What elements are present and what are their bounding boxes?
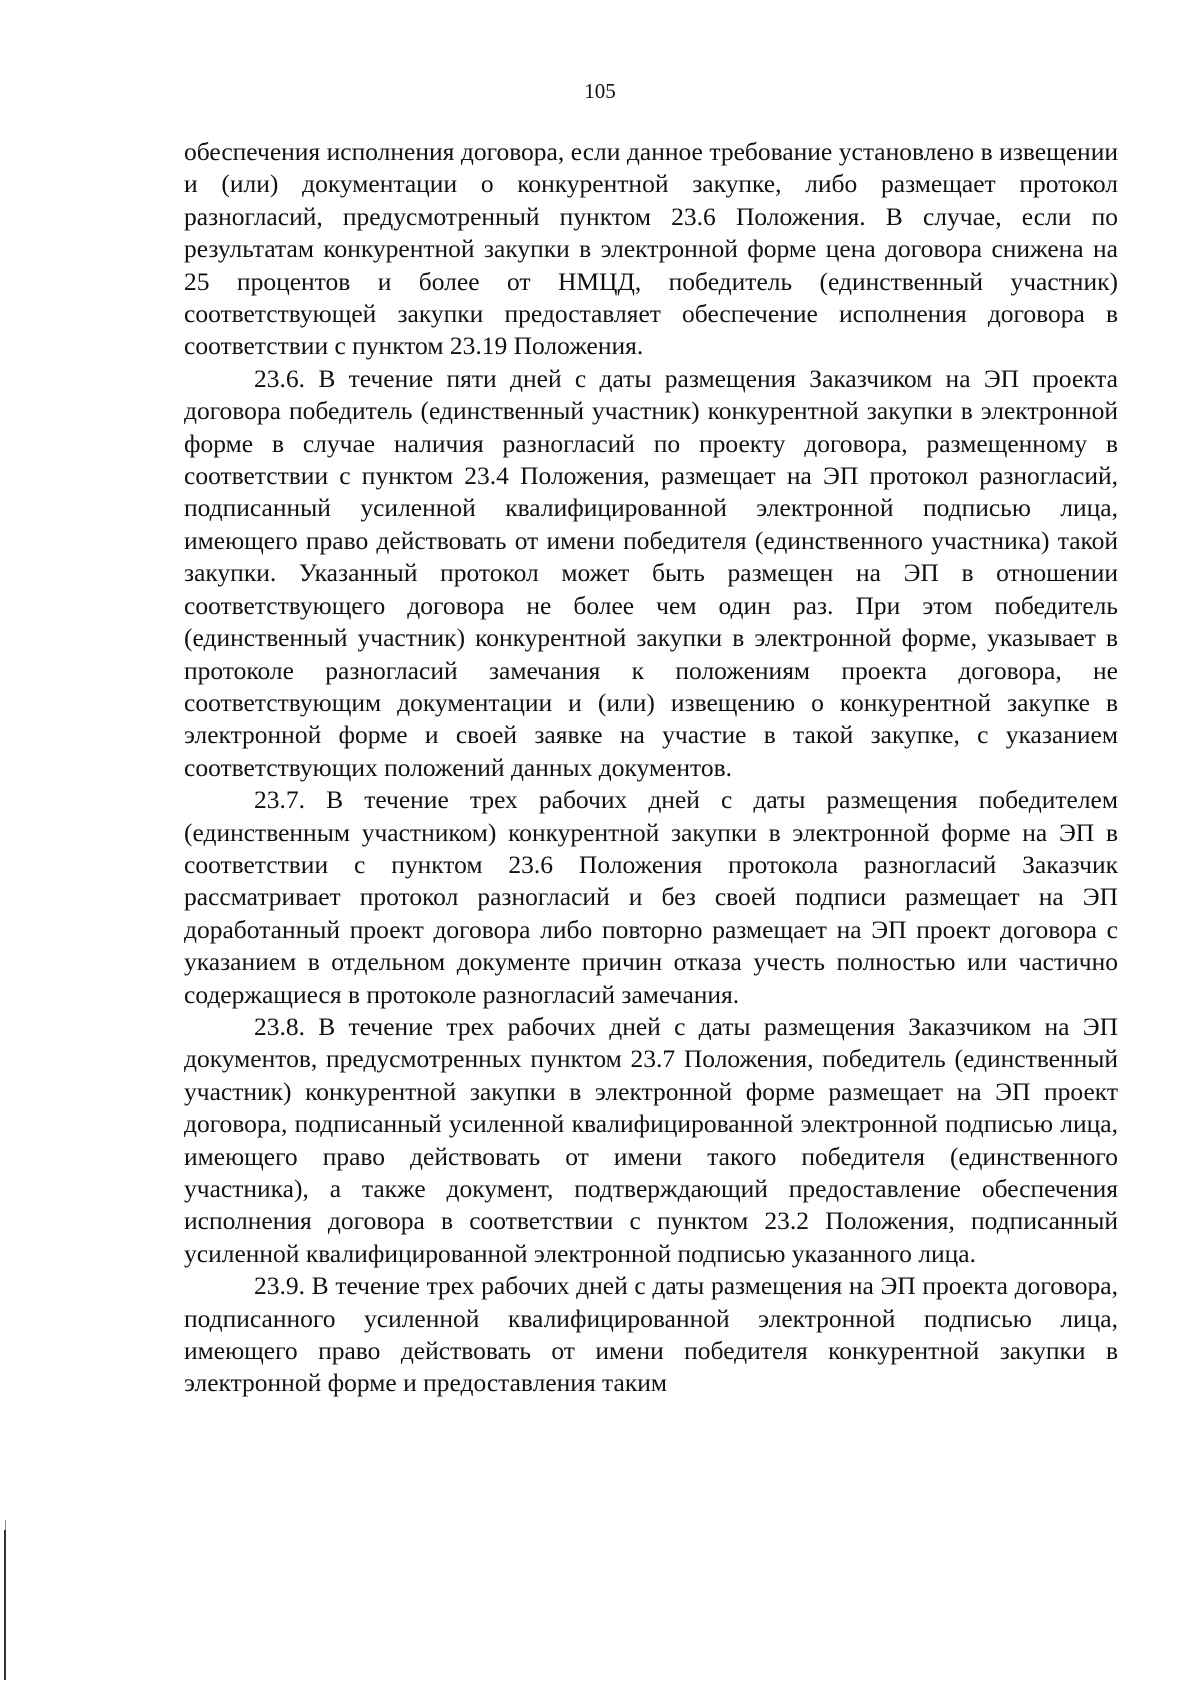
- document-body: [184, 136, 1118, 1400]
- paragraph-23-8: 23.8. В течение трех рабочих дней с даты размещения Заказчиком на ЭП документов, предусмотренных пунктом 23.7 Положения, победитель (единственный участник) конкурентной закупки в электронной форме размещает на ЭП проект договора, подписанный усиленной квалифицированной электронной подписью лица, имеющего право действовать от имени такого победителя (единственного участника), а также документ, подтверждающий предоставление обеспечения исполнения договора в соответствии с пунктом 23.2 Положения, подписанный усиленной квалифицированной электронной подписью указанного лица.: [184, 1011, 1118, 1268]
- paragraph-continuation: обеспечения исполнения договора, если данное требование установлено в извещении и (или) документации о конкурентной закупке, либо размещает протокол разногласий, предусмотренный пунктом 23.6 Положения. В случае, если по результатам конкурентной закупки в электронной форме цена договора снижена на 25 процентов и более от НМЦД, победитель (единственный участник) соответствующей закупки предоставляет обеспечение исполнения договора в соответствии с пунктом 23.19 Положения.: [184, 137, 1118, 361]
- paragraph-23-6: 23.6. В течение пяти дней с даты размещения Заказчиком на ЭП проекта договора победитель (единственный участник) конкурентной закупки в электронной форме в случае наличия разногласий по проекту договора, размещенному в соответствии с пунктом 23.4 Положения, размещает на ЭП протокол разногласий, подписанный усиленной квалифицированной электронной подписью лица, имеющего право действовать от имени победителя (единственного участника) такой закупки. Указанный протокол может быть размещен на ЭП в отношении соответствующего договора не более чем один раз. При этом победитель (единственный участник) конкурентной закупки в электронной форме, указывает в протоколе разногласий замечания к положениям проекта договора, не соответствующим документации и (или) извещению о конкурентной закупке в электронной форме и своей заявке на участие в такой закупке, с указанием соответствующих положений данных документов.: [184, 363, 1118, 782]
- scan-artifact-line: [4, 1530, 6, 1680]
- paragraph-23-7: 23.7. В течение трех рабочих дней с даты размещения победителем (единственным участником) конкурентной закупки в электронной форме на ЭП в соответствии с пунктом 23.6 Положения протокола разногласий Заказчик рассматривает протокол разногласий и без своей подписи размещает на ЭП доработанный проект договора либо повторно размещает на ЭП проект договора с указанием в отдельном документе причин отказа учесть полностью или частично содержащиеся в протоколе разногласий замечания.: [184, 785, 1118, 1009]
- paragraph-23-9: 23.9. В течение трех рабочих дней с даты размещения на ЭП проекта договора, подписанного усиленной квалифицированной электронной подписью лица, имеющего право действовать от имени победителя конкурентной закупки в электронной форме и предоставления таким: [184, 1271, 1118, 1398]
- page-number: 105: [584, 79, 616, 103]
